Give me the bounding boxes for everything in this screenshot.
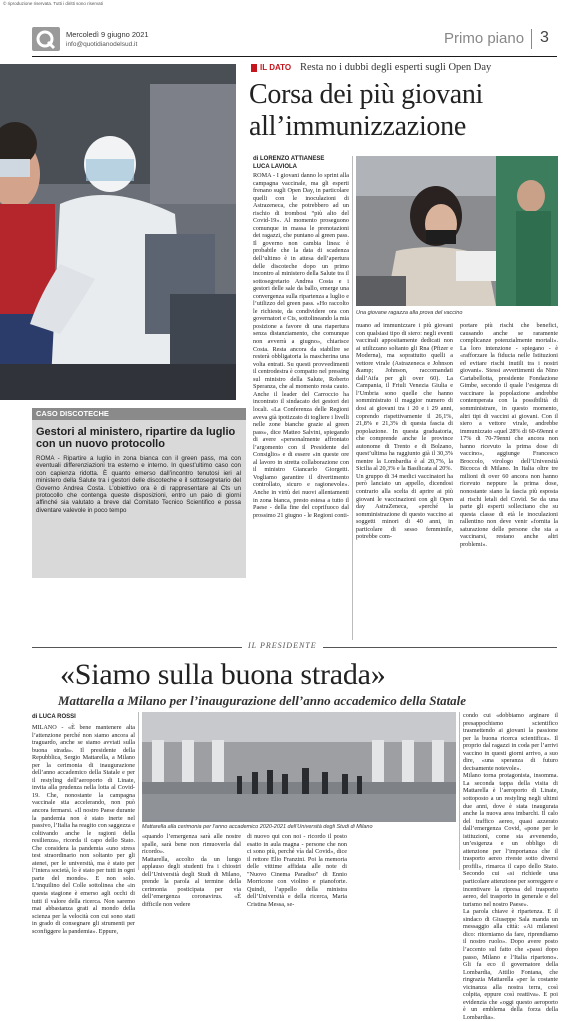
column-divider — [459, 712, 460, 870]
article1-photo-caption: Una giovane ragazza alla prova del vaccino — [356, 310, 463, 316]
sidebar-headline-line1: Gestori al ministero, ripartire da luglio — [36, 426, 236, 438]
article2-column-2: «quando l’emergenza sarà alle nostre spalle, sarà bene non rimuoverla dal ricordo». Mattarella, accolto da un lungo applauso degli studenti fra i chiostri dell’Università degli Studi di Milano, prende la parola al termine della cerimonia posticipata per via dell’emergenza coronavirus. «È difficile non vedere — [142, 833, 241, 908]
vaccination-photo — [0, 64, 236, 400]
presidente-tag: IL PRESIDENTE — [242, 641, 323, 650]
header-divider — [531, 29, 532, 49]
column-divider — [352, 156, 353, 640]
ceremony-hall-image — [142, 712, 456, 822]
article1-byline — [253, 156, 324, 171]
article1-column-1: ROMA - I giovani danno lo sprint alla campagna vaccinale, ma gli esperti frenano sugli Open Day, in particolare quelli con le inoculazioni di Astrazeneca, che potrebbero ad un rischio di trombosi “più alto del Covid-19». Al momento proseguono comunque in massa le prenotazioni dei ragazzi, che puntano al green pass. Il governo non cambia linea: è probabile che la data di scadenza dell’ultimo è in attesa dell’apertura delle discoteche dopo un primo incontro al ministero della Salute tra il sottosegretario Andrea Costa e i gestori delle sale da ballo, emerge una convergenza sulla ripartenza a luglio e l’utilizzo del green pass. «Ho raccolto le richieste, da condividere ora con governatori e Cts, sottolineando la mia posizione a favore di una riapertura senza distanziamento, che comunque non avverrà a giugno», chiarisce Costa. Resta ancora da stabilire se resterà obbligatoria la mascherina una volta entrati. Su questi provvedimenti il centrodestra è compatto nel pressing sul ministro della Salute, Roberto Speranza, che al momento resta cauto. Anche il leader del Carroccio ha incontrato il sindacato dei gestori dei locali. «La Conferenza delle Regioni aveva già ipotizzato di togliere i livelli nelle zone bianche grazie al green pass», dice Matteo Salvini, spiegando di avere «personalmente affrontato l’argomento con il Presidente del Consiglio» e di essere «in queste ore al lavoro in stretta collaborazione con il ministro Giancarlo Giorgetti. Vogliamo garantire il divertimento controllato, sicuro e ragionevole». Anche in virtù dei nuovi allentamenti in zona bianca, presto estesa a tutto il Paese - della fine del coprifuoco dal prossimo 21 giugno - le Regioni conti- — [253, 172, 349, 519]
article1-headline-line2: all’immunizzazione — [249, 111, 466, 142]
byline-author-1: LORENZO ATTIANESE — [260, 156, 325, 162]
article1-column-3: portare più rischi che benefici, causando anche se raramente complicanze potenzialmente mortali». La loro intenzione - spiegano - è «rafforzare la fiducia nelle Istituzioni ed evitare rischi inutili tra i nostri giovani». Stessi avvertimenti da Nino Cartabellotta, presidente Fondazione Gimbe, secondo il quale l’esigenza di vaccinare la popolazione andrebbe contemperata con la possibilità di somministrare, in questo momento, altri tipi di vaccini ai giovani. Con il siero a vettore virale, andrebbe immunizzato «quel 28% di 60-69enni e 17% di 70-79enni che ancora non hanno ricevuto la prima dose di vaccino», aggiunge Francesco Broccolo, virologo dell’Università Bicocca di Milano. In Italia oltre tre milioni di over 60 ancora non hanno ricevuto neppure la prima dose, nonostante siano la fascia più esposta ai rischi letali del Covid. Se da una parte gli esperti sollecitano che su questa classe di età le inoculazioni rallentino non deve venir «fornita la saturazione delle persone che sta a vaccinarsi, restano anche altri problemi». — [460, 322, 558, 548]
article2-column-1: MILANO - «È bene mantenere alta l’attenzione perché non siamo ancora al traguardo, anche se siamo avviati sulla buona strada». Il presidente della Repubblica, Sergio Mattarella, a Milano per la cerimonia di inaugurazione dell’anno accademico della Statale e per il restyling dell’aeroporto di Linate, invita alla prudenza nella lotta al Covid-19. Che, nonostante la campagna vaccinale stia accelerando, non può ancora fermarsi. «Il nostro Paese durante la pandemia non è stato inerte nel passivo, l’Italia ha reagito con saggezza e coltivando anche le ragioni della resilienza», ricorda il capo dello Stato. Che considera la pandemia «uno stress test straordinario non soltanto per gli atenei, per le università, ma è stato per l’intera società, lo è stato per tutti in ogni parte del mondo». E non solo. L’inquilino del Colle sottolinea che «in questa stagione è emerso agli occhi di tutti il valore della ricerca. Non saremo mai abbastanza grati al mondo della scienza per la velocità con cui sono stati in grado di consegnare gli strumenti per sconfiggere la pandemia». Eppure, — [32, 724, 135, 935]
article2-subhead: Mattarella a Milano per l’inaugurazione dell’anno accademico della Statale — [58, 693, 467, 708]
article1-headline-line1: Corsa dei più giovani — [249, 79, 483, 110]
dato-tag: IL DATO — [260, 63, 292, 72]
vaccination-scene-image — [0, 64, 236, 400]
byline-author-2: LUCA LAVIOLA — [253, 163, 297, 170]
young-woman-photo — [356, 156, 558, 306]
header-rule — [32, 56, 557, 57]
article2-photo-caption: Mattarella alla cerimonia per l’anno accademico 2020-2021 dell’Università degli Studi di Milano — [142, 824, 373, 830]
column-divider — [138, 712, 139, 870]
article2-column-3: di nuovo qui con noi - ricordo il posto esatto in aula magna - persone che non ci sono più, perché vía dal Covid», dice il rettore Elio Franzini. Poi la memoria delle vittime affidata alle note di "Nuovo Cinema Paradiso" di Ennio Morricone con violino e pianoforte. Quindi, l’appello della ministra dell’Università e della ricerca, Maria Cristina Messa, se- — [247, 833, 347, 908]
newspaper-logo — [32, 27, 60, 51]
dato-tag-marker — [251, 64, 257, 72]
byline-di: di — [32, 714, 38, 720]
sidebar-headline-line2: con un nuovo protocollo — [36, 438, 165, 450]
mattarella-ceremony-photo — [142, 712, 456, 822]
contact-email: info@quotidianodelsud.it — [66, 41, 138, 48]
sidebar-text: ROMA - Ripartire a luglio in zona bianca con il green pass, ma con eventuali differenziazioni tra esterno e interno. In quest’ultimo caso con con capienza ridotta. È quanto emerso dall’incontro tenutosi ieri al ministero della Salute tra i gestori delle discoteche e il sottosegretario del Governo Andrea Costa. L’obiettivo ora è di rappresentare al Cts un protocollo che contenga queste disposizioni, entro un paio di giorni affinché sia valutato a breve dal Comitato Tecnico Scientifico e possa diventare valevole in poco tempo — [36, 455, 241, 514]
q-logo-icon — [32, 27, 60, 51]
young-woman-vaccine-image — [356, 156, 558, 306]
article2-byline — [32, 714, 76, 720]
byline-di: di — [253, 156, 259, 162]
article1-column-2: nuano ad immunizzare i più giovani con qualsiasi tipo di siero: negli eventi vaccinali appositamente dedicati non ai utilizzano soltanto gli Rna (Pfizer e Moderna), ma soprattutto quelli a vettore virale (Astrazeneca e Johnson &amp; Johnson, raccomandati dall’Aifa per gli over 60). La Campania, il Friuli Venezia Giulia e l’Umbria sono quelle che hanno somministrato il maggior numero di dosi ai giovani tra i 20 e i 29 anni, coprendo rispettivamente il 26,1%, 21,8% e 21,3% di questa fascia di popolazione. In questa graduatoria, che comprende anche le province autonome di Trento e di Bolzano, quest’ultima ha raggiunto già il 30,3% mentre la Lombardia è al 20,7%, la Sicilia al 20,3% e la Basilicata al 20%. Un gruppo di 34 medici vaccinatori ha però lanciato un appello, dicendosi contrario alla scelta di aprire ai più giovani le vaccinazioni con gli Open day AstraZeneca, «perché la somministrazione di questo vaccino ai soggetti minori di 40 anni, in particolare di sesso femminile, potrebbe com- — [356, 322, 453, 541]
sidebar-label: CASO DISCOTECHE — [36, 409, 109, 418]
page-number: 3 — [540, 29, 549, 46]
copyright-note: © riproduzione riservata. Tutti i diritti sono riservati — [3, 1, 103, 6]
article2-headline: «Siamo sulla buona strada» — [60, 658, 386, 691]
byline-author: LUCA ROSSI — [39, 714, 76, 720]
article2-column-4: condo cui «dobbiamo arginare il presappochismo scientifico trasmettendo ai giovani la passione per la buona ricerca scientifica». Il proprio dal ragazzi in coda per l’arrivi vaccino in questi giorni arrivo, a suo dire, «una speranza di futuro decisamente notevole». Milano torna protagonista, insomma. La seconda tappa della visita di Mattarella è l’aeroporto di Linate, sottoposto a un restyling negli ultimi due anni, dove è stata inaugurata anche la nuova area imbarchi. Il calo del traffico aereo, quasi azzerato dall’emergenza Covid, «pone per le istituzioni, come sta avvenendo, un’esigenza e un obbligo di attenzione per l’importanza che il trasporto aereo riveste sotto diversi profili», rimarca il capo dello Stato. Secondo cui «si richiede una particolare attenzione per sorreggere e incentivare la ripresa del trasporto aereo, del trasporto in generale e del turismo nel nostro Paese». La parola chiave è ripartenza. E il sindaco di Giuseppe Sala manda un messaggio alla città: «Ai milanesi dico: ritorniamo da fare, riprendiamo il nostro ruolo». Dopo avere posto l’accento sul fatto che «passi dopo passo, Milano e l’Italia ripartono». Gli fa eco il governatore della Lombardia, Attilio Fontana, che ringrazia Mattarella «per la costante vicinanza alla nostra terra, così colpita, eppure così reattiva». E poi evidenzia che «oggi questo aeroporto è un emblema della forza della Lombardia». — [463, 712, 558, 1021]
issue-date: Mercoledì 9 giugno 2021 — [66, 30, 149, 39]
article1-kicker: Resta no i dubbi degli esperti sugli Open Day — [300, 62, 492, 73]
section-name: Primo piano — [444, 30, 525, 47]
